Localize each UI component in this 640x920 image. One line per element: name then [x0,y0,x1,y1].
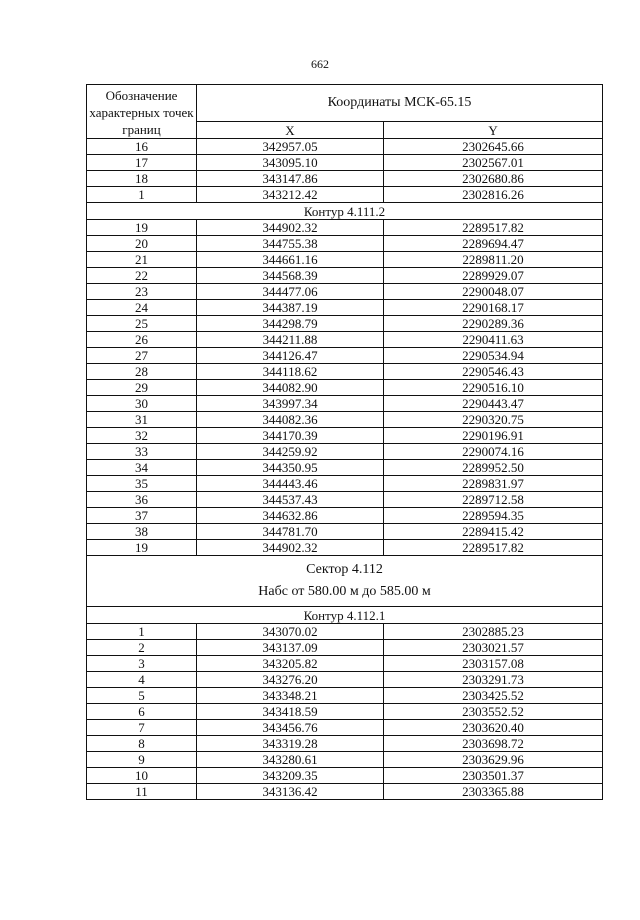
x-coordinate-cell: 344568.39 [197,268,384,284]
y-coordinate-cell: 2303629.96 [384,752,603,768]
table-row [87,171,603,187]
table-row [87,508,603,524]
table-header-row [87,85,603,122]
x-coordinate-cell: 344082.90 [197,380,384,396]
point-designation-header: Обозначение характерных точек границ [87,85,197,139]
point-id-cell: 4 [87,672,197,688]
x-coordinate-cell: 344211.88 [197,332,384,348]
x-coordinate-cell: 343136.42 [197,784,384,800]
x-coordinate-cell: 344350.95 [197,460,384,476]
table-row [87,428,603,444]
x-coordinate-cell: 343456.76 [197,720,384,736]
point-id-cell: 20 [87,236,197,252]
x-coordinate-cell: 344632.86 [197,508,384,524]
table-row [87,768,603,784]
point-id-cell: 24 [87,300,197,316]
point-id-cell: 10 [87,768,197,784]
x-coordinate-cell: 343348.21 [197,688,384,704]
table-row [87,460,603,476]
x-coordinate-cell: 343280.61 [197,752,384,768]
table-row [87,672,603,688]
x-coordinate-cell: 344781.70 [197,524,384,540]
x-coordinate-cell: 343070.02 [197,624,384,640]
y-coordinate-cell: 2303620.40 [384,720,603,736]
contour-row [87,607,603,624]
table-row [87,540,603,556]
table-row [87,396,603,412]
y-coordinate-cell: 2302567.01 [384,155,603,171]
y-coordinate-cell: 2302885.23 [384,624,603,640]
y-coordinate-cell: 2289594.35 [384,508,603,524]
table-row [87,444,603,460]
table-row [87,220,603,236]
point-id-cell: 26 [87,332,197,348]
x-column-header: X [197,122,384,139]
y-coordinate-cell: 2289694.47 [384,236,603,252]
page-number: 662 [311,57,329,71]
table-row [87,236,603,252]
sector-row [87,556,603,607]
point-id-cell: 30 [87,396,197,412]
contour-row [87,203,603,220]
x-coordinate-cell: 343418.59 [197,704,384,720]
x-coordinate-cell: 344259.92 [197,444,384,460]
coordinate-system-header: Координаты МСК-65.15 [197,85,603,122]
point-id-cell: 28 [87,364,197,380]
point-id-cell: 36 [87,492,197,508]
point-id-cell: 16 [87,139,197,155]
x-coordinate-cell: 344298.79 [197,316,384,332]
y-coordinate-cell: 2302645.66 [384,139,603,155]
y-coordinate-cell: 2290546.43 [384,364,603,380]
table-row [87,624,603,640]
x-coordinate-cell: 343137.09 [197,640,384,656]
coordinates-table [86,84,603,800]
y-coordinate-cell: 2290411.63 [384,332,603,348]
x-coordinate-cell: 344082.36 [197,412,384,428]
x-coordinate-cell: 344126.47 [197,348,384,364]
point-id-cell: 1 [87,187,197,203]
point-id-cell: 27 [87,348,197,364]
point-id-cell: 1 [87,624,197,640]
y-coordinate-cell: 2303365.88 [384,784,603,800]
x-coordinate-cell: 344661.16 [197,252,384,268]
point-id-cell: 34 [87,460,197,476]
sector-cell [87,556,603,607]
y-coordinate-cell: 2289929.07 [384,268,603,284]
x-coordinate-cell: 344443.46 [197,476,384,492]
y-coordinate-cell: 2290168.17 [384,300,603,316]
point-id-cell: 22 [87,268,197,284]
y-coordinate-cell: 2302816.26 [384,187,603,203]
table-body [87,139,603,800]
x-coordinate-cell: 344902.32 [197,220,384,236]
table-row [87,736,603,752]
point-id-cell: 37 [87,508,197,524]
table-row [87,252,603,268]
point-id-cell: 11 [87,784,197,800]
x-coordinate-cell: 342957.05 [197,139,384,155]
y-coordinate-cell: 2290289.36 [384,316,603,332]
x-coordinate-cell: 343276.20 [197,672,384,688]
point-id-cell: 8 [87,736,197,752]
y-coordinate-cell: 2290443.47 [384,396,603,412]
x-coordinate-cell: 344170.39 [197,428,384,444]
table-row [87,348,603,364]
y-coordinate-cell: 2303698.72 [384,736,603,752]
x-coordinate-cell: 344902.32 [197,540,384,556]
y-coordinate-cell: 2303501.37 [384,768,603,784]
point-id-cell: 17 [87,155,197,171]
y-coordinate-cell: 2290196.91 [384,428,603,444]
point-id-cell: 5 [87,688,197,704]
point-id-cell: 23 [87,284,197,300]
table-row [87,187,603,203]
point-id-cell: 32 [87,428,197,444]
contour-label: Контур 4.111.2 [87,203,603,220]
table-row [87,139,603,155]
table-row [87,268,603,284]
y-coordinate-cell: 2290048.07 [384,284,603,300]
sector-title: Сектор 4.112 [306,562,383,577]
sector-altitude-range: Набс от 580.00 м до 585.00 м [258,584,431,599]
table-row [87,492,603,508]
table-row [87,316,603,332]
y-coordinate-cell: 2289712.58 [384,492,603,508]
table-row [87,332,603,348]
y-coordinate-cell: 2303157.08 [384,656,603,672]
y-coordinate-cell: 2289517.82 [384,540,603,556]
point-id-cell: 7 [87,720,197,736]
point-id-cell: 35 [87,476,197,492]
table-row [87,155,603,171]
y-coordinate-cell: 2290320.75 [384,412,603,428]
y-coordinate-cell: 2289952.50 [384,460,603,476]
x-coordinate-cell: 343147.86 [197,171,384,187]
contour-label: Контур 4.112.1 [87,607,603,624]
y-column-header: Y [384,122,603,139]
y-coordinate-cell: 2289831.97 [384,476,603,492]
x-coordinate-cell: 343209.35 [197,768,384,784]
point-id-cell: 38 [87,524,197,540]
x-coordinate-cell: 343997.34 [197,396,384,412]
x-coordinate-cell: 343205.82 [197,656,384,672]
y-coordinate-cell: 2303552.52 [384,704,603,720]
table-row [87,524,603,540]
point-id-cell: 31 [87,412,197,428]
x-coordinate-cell: 344118.62 [197,364,384,380]
point-id-cell: 3 [87,656,197,672]
table-row [87,752,603,768]
x-coordinate-cell: 343212.42 [197,187,384,203]
y-coordinate-cell: 2289517.82 [384,220,603,236]
point-id-cell: 9 [87,752,197,768]
y-coordinate-cell: 2302680.86 [384,171,603,187]
table-row [87,364,603,380]
point-id-cell: 33 [87,444,197,460]
table-row [87,300,603,316]
x-coordinate-cell: 343095.10 [197,155,384,171]
point-id-cell: 18 [87,171,197,187]
table-row [87,284,603,300]
table-row [87,412,603,428]
y-coordinate-cell: 2303021.57 [384,640,603,656]
table-row [87,720,603,736]
x-coordinate-cell: 344537.43 [197,492,384,508]
x-coordinate-cell: 344477.06 [197,284,384,300]
point-id-cell: 25 [87,316,197,332]
y-coordinate-cell: 2303291.73 [384,672,603,688]
point-id-cell: 19 [87,540,197,556]
point-id-cell: 6 [87,704,197,720]
y-coordinate-cell: 2290534.94 [384,348,603,364]
x-coordinate-cell: 343319.28 [197,736,384,752]
x-coordinate-cell: 344387.19 [197,300,384,316]
y-coordinate-cell: 2289811.20 [384,252,603,268]
table-row [87,704,603,720]
point-id-cell: 2 [87,640,197,656]
point-id-cell: 19 [87,220,197,236]
table-row [87,640,603,656]
y-coordinate-cell: 2290074.16 [384,444,603,460]
table-row [87,476,603,492]
point-id-cell: 29 [87,380,197,396]
table-row [87,784,603,800]
point-id-cell: 21 [87,252,197,268]
table-row [87,656,603,672]
table-row [87,380,603,396]
y-coordinate-cell: 2303425.52 [384,688,603,704]
table-row [87,688,603,704]
y-coordinate-cell: 2289415.42 [384,524,603,540]
y-coordinate-cell: 2290516.10 [384,380,603,396]
x-coordinate-cell: 344755.38 [197,236,384,252]
